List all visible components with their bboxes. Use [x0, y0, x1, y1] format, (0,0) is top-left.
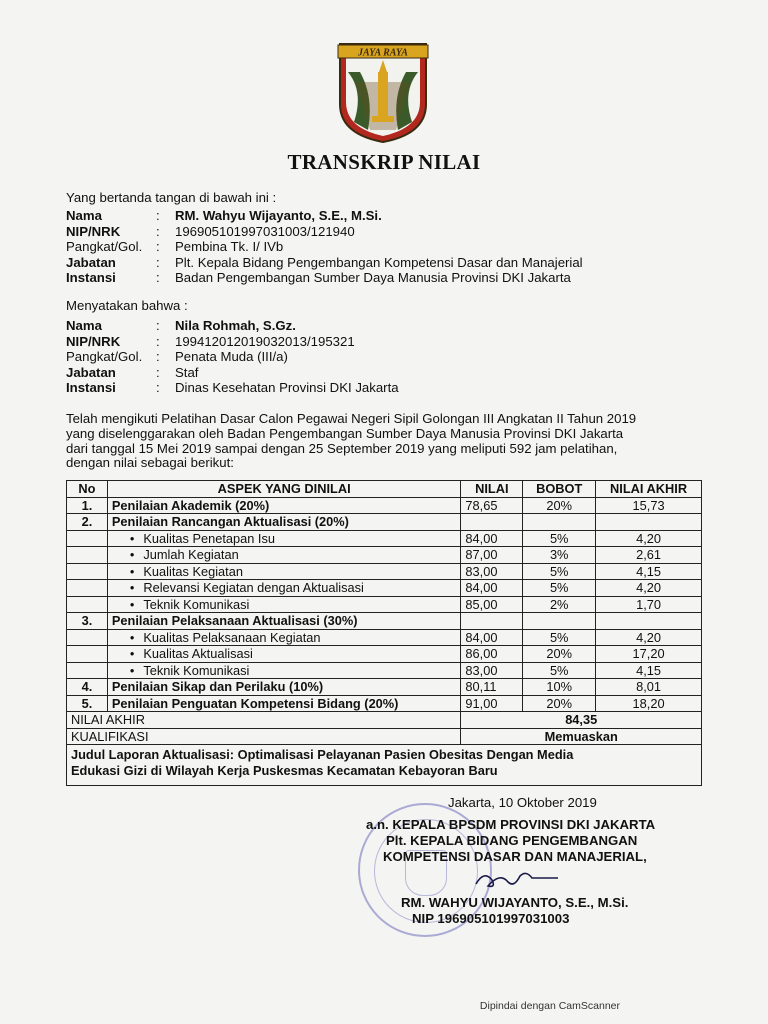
- row-nilai-akhir: 18,20: [596, 695, 702, 712]
- signer-row-pangkat: Pangkat/Gol. : Pembina Tk. I/ IVb: [66, 239, 284, 255]
- table-row: [67, 497, 702, 514]
- row-bobot: 5%: [523, 662, 596, 679]
- header-aspect: ASPEK YANG DINILAI: [107, 481, 461, 498]
- row-nilai: 84,00: [461, 629, 523, 646]
- row-no: [67, 563, 108, 580]
- row-nilai: [461, 514, 523, 531]
- row-no: [67, 547, 108, 564]
- training-paragraph: Telah mengikuti Pelatihan Dasar Calon Pegawai Negeri Sipil Golongan III Angkatan II Tahun 2019 yang diselenggarakan oleh Badan Pengembangan Sumber Daya Manusia Provinsi DKI Jakarta dari tanggal 15 Mei 2019 sampai dengan 25 September 2019 yang meliputi 592 jam pelatihan, dengan nilai sebagai berikut:: [66, 411, 637, 471]
- participant-row-pangkat: Pangkat/Gol. : Penata Muda (III/a): [66, 349, 288, 365]
- row-no: 4.: [67, 679, 108, 696]
- grades-table: [66, 480, 702, 786]
- scanner-watermark: Dipindai dengan CamScanner: [479, 1000, 620, 1012]
- document-title: TRANSKRIP NILAI: [287, 150, 481, 174]
- signer-row-nip: NIP/NRK : 196905101997031003/121940: [66, 223, 355, 239]
- table-row: [67, 629, 702, 646]
- row-no: [67, 662, 108, 679]
- row-no: [67, 646, 108, 663]
- row-aspect: Penilaian Rancangan Aktualisasi (20%): [107, 514, 461, 531]
- row-nilai-akhir: 4,20: [596, 580, 702, 597]
- participant-row-jabatan: Jabatan : Staf: [66, 364, 199, 380]
- row-nilai-akhir: 4,20: [596, 530, 702, 547]
- row-nilai: 84,00: [461, 530, 523, 547]
- row-nilai: 91,00: [461, 695, 523, 712]
- final-score-row: [67, 712, 702, 729]
- row-aspect: • Relevansi Kegiatan dengan Aktualisasi: [107, 580, 461, 597]
- signer-row-nama: Nama : RM. Wahyu Wijayanto, S.E., M.Si.: [66, 208, 382, 223]
- row-nilai-akhir: 2,61: [596, 547, 702, 564]
- signer-name: RM. WAHYU WIJAYANTO, S.E., M.Si.: [401, 895, 629, 910]
- row-nilai: 80,11: [461, 679, 523, 696]
- row-nilai: 84,00: [461, 580, 523, 597]
- row-aspect: Penilaian Akademik (20%): [107, 497, 461, 514]
- handwritten-signature: [470, 866, 560, 892]
- row-no: 1.: [67, 497, 108, 514]
- row-nilai-akhir: 4,15: [596, 662, 702, 679]
- row-bobot: 5%: [523, 563, 596, 580]
- row-nilai-akhir: 15,73: [596, 497, 702, 514]
- intro-text: Yang bertanda tangan di bawah ini :: [66, 190, 277, 205]
- header-no: No: [67, 481, 108, 498]
- row-aspect: • Jumlah Kegiatan: [107, 547, 461, 564]
- row-no: [67, 530, 108, 547]
- row-nilai-akhir: 4,20: [596, 629, 702, 646]
- row-nilai: 78,65: [461, 497, 523, 514]
- row-nilai: 85,00: [461, 596, 523, 613]
- row-nilai-akhir: 8,01: [596, 679, 702, 696]
- row-bobot: [523, 613, 596, 630]
- row-aspect: • Teknik Komunikasi: [107, 596, 461, 613]
- row-aspect: Penilaian Pelaksanaan Aktualisasi (30%): [107, 613, 461, 630]
- row-aspect: • Kualitas Aktualisasi: [107, 646, 461, 663]
- row-aspect: • Kualitas Kegiatan: [107, 563, 461, 580]
- row-nilai: 83,00: [461, 662, 523, 679]
- final-score-value: 84,35: [461, 712, 702, 729]
- row-aspect: • Kualitas Pelaksanaan Kegiatan: [107, 629, 461, 646]
- report-title-cell: Judul Laporan Aktualisasi: Optimalisasi Pelayanan Pasien Obesitas Dengan Media Edukasi Gizi di Wilayah Kerja Puskesmas Kecamatan Kebayoran Baru: [67, 745, 702, 786]
- header-bobot: BOBOT: [523, 481, 596, 498]
- row-aspect: Penilaian Sikap dan Perilaku (10%): [107, 679, 461, 696]
- participant-row-nama: Nama : Nila Rohmah, S.Gz.: [66, 318, 296, 333]
- signer-row-jabatan: Jabatan : Plt. Kepala Bidang Pengembangan Kompetensi Dasar dan Manajerial: [66, 254, 583, 270]
- row-no: 5.: [67, 695, 108, 712]
- row-bobot: 20%: [523, 695, 596, 712]
- table-row: [67, 613, 702, 630]
- report-title-row: [67, 745, 702, 786]
- row-bobot: 5%: [523, 530, 596, 547]
- row-nilai: 83,00: [461, 563, 523, 580]
- participant-row-instansi: Instansi : Dinas Kesehatan Provinsi DKI Jakarta: [66, 380, 399, 396]
- row-aspect: Penilaian Penguatan Kompetensi Bidang (20%): [107, 695, 461, 712]
- row-bobot: 20%: [523, 497, 596, 514]
- header-nilai-akhir: NILAI AKHIR: [596, 481, 702, 498]
- signer-row-instansi: Instansi : Badan Pengembangan Sumber Daya Manusia Provinsi DKI Jakarta: [66, 270, 571, 286]
- row-nilai: [461, 613, 523, 630]
- jaya-raya-emblem: [334, 42, 432, 144]
- row-bobot: [523, 514, 596, 531]
- row-no: [67, 596, 108, 613]
- row-bobot: 10%: [523, 679, 596, 696]
- row-aspect: • Kualitas Penetapan Isu: [107, 530, 461, 547]
- table-row: [67, 580, 702, 597]
- table-row: [67, 695, 702, 712]
- row-no: 2.: [67, 514, 108, 531]
- emblem-banner-text: JAYA RAYA: [358, 47, 408, 59]
- participant-row-nip: NIP/NRK : 199412012019032013/195321: [66, 333, 355, 349]
- row-nilai-akhir: 1,70: [596, 596, 702, 613]
- signature-line-1: a.n. KEPALA BPSDM PROVINSI DKI JAKARTA: [366, 817, 656, 832]
- table-row: [67, 547, 702, 564]
- row-bobot: 20%: [523, 646, 596, 663]
- row-nilai-akhir: 4,15: [596, 563, 702, 580]
- signer-details: [66, 208, 583, 286]
- signature-line-3: KOMPETENSI DASAR DAN MANAJERIAL,: [383, 849, 647, 864]
- row-aspect: • Teknik Komunikasi: [107, 662, 461, 679]
- table-row: [67, 646, 702, 663]
- qualification-row: [67, 728, 702, 745]
- qualification-label: KUALIFIKASI: [67, 728, 461, 745]
- row-no: [67, 629, 108, 646]
- row-nilai: 87,00: [461, 547, 523, 564]
- table-row: [67, 662, 702, 679]
- row-bobot: 3%: [523, 547, 596, 564]
- declare-text: Menyatakan bahwa :: [66, 298, 188, 313]
- table-row: [67, 530, 702, 547]
- signer-nip: NIP 196905101997031003: [412, 911, 570, 926]
- final-score-label: NILAI AKHIR: [67, 712, 461, 729]
- table-row: [67, 679, 702, 696]
- row-bobot: 5%: [523, 580, 596, 597]
- table-row: [67, 596, 702, 613]
- row-no: [67, 580, 108, 597]
- row-nilai: 86,00: [461, 646, 523, 663]
- table-row: [67, 563, 702, 580]
- signature-line-2: Plt. KEPALA BIDANG PENGEMBANGAN: [386, 833, 638, 848]
- table-row: [67, 514, 702, 531]
- row-bobot: 5%: [523, 629, 596, 646]
- header-nilai: NILAI: [461, 481, 523, 498]
- participant-details: [66, 318, 399, 396]
- qualification-value: Memuaskan: [461, 728, 702, 745]
- signature-place-date: Jakarta, 10 Oktober 2019: [448, 795, 597, 810]
- row-nilai-akhir: 17,20: [596, 646, 702, 663]
- row-nilai-akhir: [596, 613, 702, 630]
- row-bobot: 2%: [523, 596, 596, 613]
- table-header-row: [67, 481, 702, 498]
- row-nilai-akhir: [596, 514, 702, 531]
- row-no: 3.: [67, 613, 108, 630]
